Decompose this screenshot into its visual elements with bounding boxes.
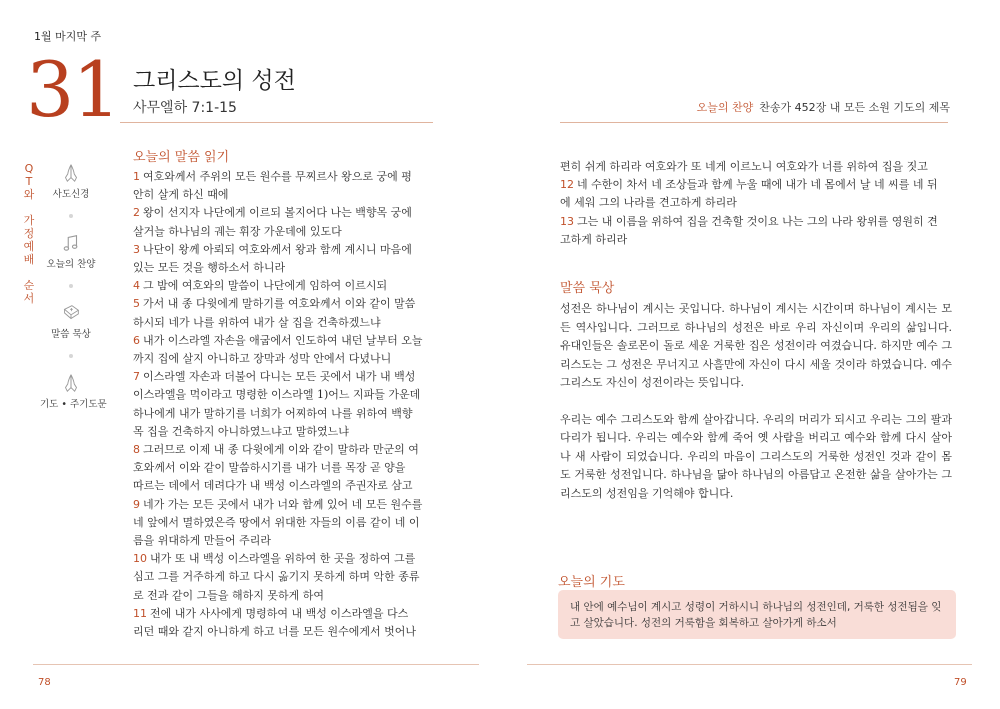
- verse-line: [133, 587, 433, 605]
- music-note-icon: [60, 232, 82, 254]
- verse-text: 따르는 데에서 데려다가 내 백성 이스라엘의 주권자로 삼고: [133, 479, 413, 493]
- sidebar-item-label: 오늘의 찬양: [46, 259, 96, 270]
- prayer-box: [558, 590, 956, 639]
- sidebar-item-hymn[interactable]: [40, 232, 102, 270]
- sidebar-item-label: 기도 • 주기도문: [40, 399, 107, 410]
- side-label: [22, 162, 36, 305]
- header-divider-left: [120, 122, 433, 123]
- verse-line: [560, 194, 952, 212]
- verse-text: 내가 이스라엘 자손을 애굽에서 인도하여 내던 날부터 오늘: [143, 333, 423, 347]
- week-label: 1월 마지막 주: [34, 30, 102, 43]
- verse-line: [133, 623, 433, 641]
- sidebar-item-label: 사도신경: [52, 189, 90, 200]
- hymn-of-the-day: [697, 99, 950, 115]
- verse-line: [133, 423, 433, 441]
- verse-line: [133, 241, 433, 259]
- hymn-text: 찬송가 452장 내 모든 소원 기도의 제목: [759, 101, 950, 114]
- verse-number: 6: [133, 333, 140, 347]
- verse-number: 11: [133, 606, 147, 620]
- verse-line: [133, 568, 433, 586]
- verse-text: 여호와께서 주위의 모든 원수를 무찌르사 왕으로 궁에 평: [143, 170, 412, 183]
- verse-line: [133, 350, 433, 368]
- meditation-body: [560, 300, 952, 503]
- side-label-char: 순: [23, 279, 35, 292]
- verse-text: 네 앞에서 멸하였은즉 땅에서 위대한 자들의 이름 같이 네 이: [133, 515, 420, 529]
- verse-text: 호와께서 이와 같이 말씀하시기를 내가 너를 목장 곧 양을: [133, 461, 406, 475]
- side-label-char: 서: [23, 292, 35, 305]
- bible-icon: [60, 302, 82, 324]
- day-number: 31: [26, 45, 119, 134]
- header-divider-right: [560, 122, 948, 123]
- meditation-paragraph: 우리는 예수 그리스도와 함께 살아갑니다. 우리의 머리가 되시고 우리는 그의 팔과 다리가 됩니다. 우리는 예수와 함께 죽어 옛 사람을 버리고 예수와 함께 다시 살아나 새 사람이 되었습니다. 우리의 마음이 그리스도의 거룩한 성전인 것과 같이 몸도 거룩한 성전입니다. 하나님을 닮아 하나님의 아름답고 온전한 삶을 살아가는 그리스도의 성전임을 기억해야 합니다.: [560, 412, 952, 500]
- verse-number: 13: [560, 214, 574, 228]
- verse-line: [133, 496, 433, 514]
- verse-text: 그러므로 이제 내 종 다윗에게 이와 같이 말하라 만군의 여: [143, 443, 419, 457]
- verse-text: 네 수한이 차서 네 조상들과 함께 누울 때에 내가 네 몸에서 날 네 씨를 네 뒤: [577, 178, 938, 192]
- side-label-char: Q: [24, 162, 34, 175]
- page-number-right: 79: [954, 677, 967, 688]
- verse-text: 나단이 왕께 아뢰되 여호와께서 왕과 함께 계시니 마음에: [143, 242, 412, 256]
- verse-line: [133, 477, 433, 495]
- verse-text: 목 집을 건축하지 아니하였느냐고 말하였느냐: [133, 424, 349, 438]
- verse-line: [133, 550, 433, 568]
- prayer-heading: 오늘의 기도: [558, 575, 625, 590]
- verse-text: 로 전과 같이 그들을 해하지 못하게 하여: [133, 588, 324, 602]
- verse-number: 5: [133, 297, 140, 311]
- verse-text: 전에 내가 사사에게 명령하여 내 백성 이스라엘을 다스: [150, 606, 409, 620]
- verse-line: [560, 231, 952, 249]
- verse-line: [133, 605, 433, 623]
- verse-number: 4: [133, 279, 140, 293]
- reading-heading: 오늘의 말씀 읽기: [133, 150, 230, 165]
- verse-line: [133, 332, 433, 350]
- verse-text: 이스라엘을 먹이라고 명령한 이스라엘 1)어느 지파들 가운데: [133, 388, 421, 402]
- verse-text: 있는 모든 것을 행하소서 하니라: [133, 261, 286, 275]
- verse-text: 리던 때와 같지 아니하게 하고 너를 모든 원수에게서 벗어나: [133, 625, 416, 639]
- menu-separator-dot: [69, 354, 73, 358]
- verse-text: 까지 집에 살지 아니하고 장막과 성막 안에서 다녔나니: [133, 352, 392, 366]
- verse-text: 이스라엘 자손과 더불어 다니는 모든 곳에서 내가 내 백성: [143, 370, 416, 384]
- verse-line: [133, 441, 433, 459]
- verse-line: [560, 176, 952, 194]
- side-label-char: 예: [23, 240, 35, 253]
- verse-line: [133, 368, 433, 386]
- verse-line: [133, 168, 433, 186]
- verse-line: [133, 532, 433, 550]
- scripture-text-right: [560, 158, 952, 249]
- verse-text: 고하게 하리라: [560, 232, 628, 246]
- verse-number: 1: [133, 170, 140, 183]
- sidebar-item-apostles-creed[interactable]: [40, 162, 102, 200]
- side-label-char: T: [25, 175, 33, 188]
- verse-line: [560, 158, 952, 176]
- verse-line: [133, 405, 433, 423]
- side-label-char: 와: [23, 188, 35, 201]
- verse-line: [133, 259, 433, 277]
- menu-separator-dot: [69, 284, 73, 288]
- verse-number: 2: [133, 206, 140, 220]
- verse-number: 9: [133, 497, 140, 511]
- verse-text: 하시되 네가 나를 위하여 내가 살 집을 건축하겠느냐: [133, 315, 381, 329]
- footer-divider-left: [33, 664, 479, 665]
- verse-line: [133, 204, 433, 222]
- verse-line: [133, 223, 433, 241]
- meditation-heading: 말씀 묵상: [560, 281, 615, 296]
- verse-text: 살거늘 하나님의 궤는 휘장 가운데에 있도다: [133, 224, 342, 238]
- verse-text: 에 세워 그의 나라를 견고하게 하리라: [560, 196, 737, 210]
- side-label-char: 배: [23, 253, 35, 266]
- hymn-label: 오늘의 찬양: [696, 101, 754, 114]
- verse-line: [133, 386, 433, 404]
- menu-separator-dot: [69, 214, 73, 218]
- verse-text: 네가 가는 모든 곳에서 내가 너와 함께 있어 네 모든 원수를: [143, 497, 423, 511]
- meditation-paragraph: 성전은 하나님이 계시는 곳입니다. 하나님이 계시는 시간이며 하나님이 계시는 모든 역사입니다. 그러므로 하나님의 성전은 바로 우리 자신이며 우리의 삶입니다. 유대인들은 솔로몬이 돌로 세운 거룩한 집은 성전이라 여겼습니다. 하지만 예수 그리스도는 그 성전은 무너지고 사흘만에 자신이 다시 세울 것이라 하였습니다. 예수 그리스도 자신이 성전이라는 뜻입니다.: [560, 302, 952, 389]
- scripture-reference: 사무엘하 7:1-15: [133, 100, 237, 116]
- side-label-char: 정: [23, 227, 35, 240]
- verse-number: 12: [560, 178, 574, 192]
- verse-number: 3: [133, 242, 140, 256]
- verse-line: [133, 277, 433, 295]
- sidebar-item-meditation[interactable]: [40, 302, 102, 340]
- side-label-char: 가: [23, 214, 35, 227]
- verse-line: [133, 186, 433, 204]
- verse-number: 7: [133, 370, 140, 384]
- verse-text: 심고 그를 거주하게 하고 다시 옮기지 못하게 하며 악한 종류: [133, 570, 420, 584]
- sidebar-item-label: 말씀 묵상: [51, 329, 91, 340]
- sidebar-item-prayer[interactable]: [40, 372, 107, 410]
- verse-text: 그는 내 이름을 위하여 집을 건축할 것이요 나는 그의 나라 왕위를 영원히 견: [577, 214, 938, 228]
- page-number-left: 78: [38, 677, 51, 688]
- side-label-char: [22, 266, 36, 279]
- praying-hands-icon: [60, 372, 82, 394]
- verse-number: 10: [133, 552, 147, 566]
- prayer-text: 내 안에 예수님이 계시고 성령이 거하시니 하나님의 성전인데, 거룩한 성전됨을 잊고 살았습니다. 성전의 거룩함을 회복하고 살아가게 하소서: [570, 601, 942, 629]
- praying-hands-icon: [60, 162, 82, 184]
- verse-line: [133, 514, 433, 532]
- verse-text: 내가 또 내 백성 이스라엘을 위하여 한 곳을 정하여 그를: [150, 552, 416, 566]
- verse-text: 왕이 선지자 나단에게 이르되 볼지어다 나는 백향목 궁에: [143, 206, 412, 220]
- footer-divider-right: [527, 664, 972, 665]
- verse-line: [133, 314, 433, 332]
- page-title: 그리스도의 성전: [133, 68, 296, 94]
- verse-line: [560, 213, 952, 231]
- verse-line: [133, 295, 433, 313]
- verse-text: 그 밤에 여호와의 말씀이 나단에게 임하여 이르시되: [143, 279, 388, 293]
- scripture-text-left: [133, 168, 433, 641]
- verse-text: 안히 살게 하신 때에: [133, 188, 229, 202]
- verse-text: 름을 위대하게 만들어 주리라: [133, 534, 272, 548]
- verse-text: 가서 내 종 다윗에게 말하기를 여호와께서 이와 같이 말씀: [143, 297, 416, 311]
- side-label-char: [22, 201, 36, 214]
- verse-text: 편히 쉬게 하리라 여호와가 또 네게 이르노니 여호와가 너를 위하여 집을 짓고: [560, 160, 928, 173]
- verse-number: 8: [133, 443, 140, 457]
- sidebar-menu: [40, 162, 107, 410]
- verse-text: 하나에게 내가 말하기를 너희가 어찌하여 나를 위하여 백향: [133, 406, 413, 420]
- verse-line: [133, 459, 433, 477]
